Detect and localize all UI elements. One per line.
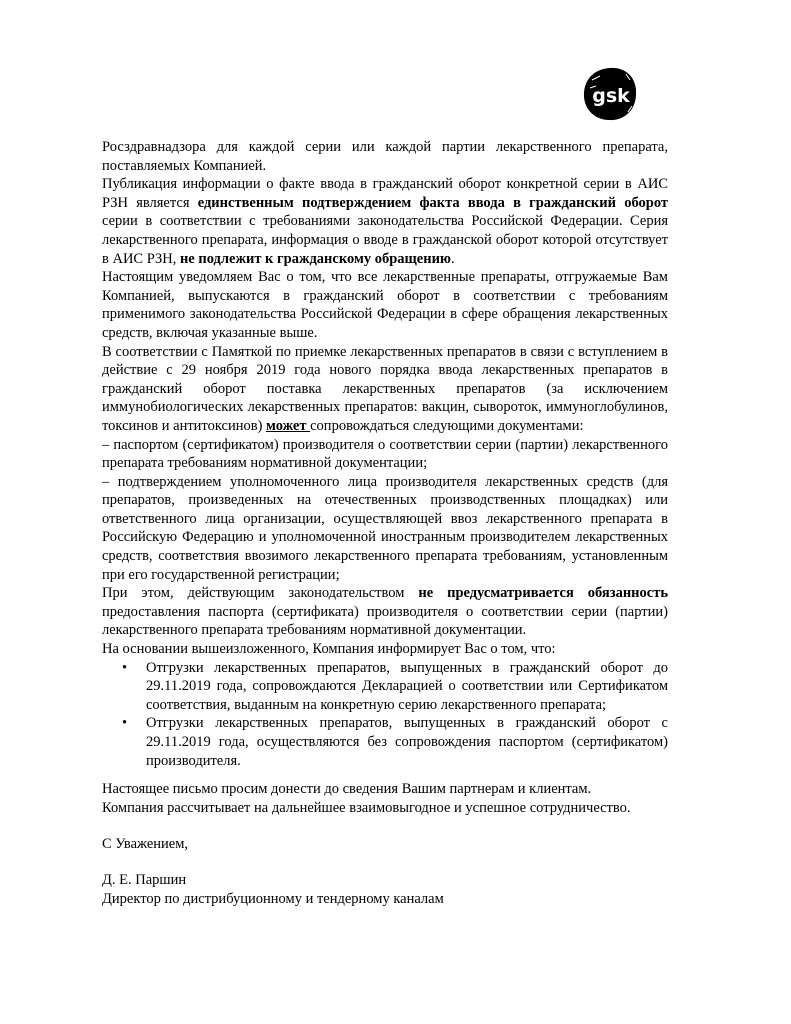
paragraph-8: На основании вышеизложенного, Компания информирует Вас о том, что: (102, 641, 556, 658)
list-item: • Отгрузки лекарственных препаратов, выпущенных в гражданский оборот с 29.11.2019 года, осуществляются без сопровождения паспортом (сертификатом) производителя. (122, 715, 668, 769)
regards-block (102, 835, 682, 854)
paragraph-5: – паспортом (сертификатом) производителя о соответствии серии (партии) лекарственного препарата требованиям нормативной документации; (102, 436, 668, 472)
logo-text: gsk (592, 85, 630, 107)
paragraph-7: При этом, действующим законодательством не предусматривается обязанность предоставления паспорта (сертификата) производителя о соответствии серии (партии) лекарственного препарата требованиям нормативной документации. (102, 585, 669, 639)
paragraph-2: Публикация информации о факте ввода в гражданский оборот конкретной серии в АИС РЗН является единственным подтверждением факта ввода в гражданский оборот серии в соответствии с требованиями законодательства Российской Федерации. Серия лекарственного препарата, информация о вводе в гражданской оборот которой отсутствует в АИС РЗН, не подлежит к гражданскому обращению. (102, 176, 669, 267)
signer-name: Д. Е. Паршин (102, 872, 187, 888)
paragraph-3: Настоящим уведомляем Вас о том, что все лекарственные препараты, отгружаемые Вам Компанией, выпускаются в гражданский оборот в соответствии с требованиям применимого законодательства Российской Федерации в сфере обращения лекарственных средств, включая указанные выше. (102, 269, 668, 341)
closing-line-2: Компания рассчитывает на дальнейшее взаимовыгодное и успешное сотрудничество. (102, 799, 631, 816)
signer-position: Директор по дистрибуционному и тендерному каналам (102, 890, 444, 907)
paragraph-4: В соответствии с Памяткой по приемке лекарственных препаратов в связи с вступлением в действие с 29 ноября 2019 года нового порядка ввода лекарственных препаратов в гражданский оборот поставка лекарственных препаратов (за исключением иммунобиологических лекарственных препаратов: вакцин, сывороток, иммуноглобулинов, токсинов и антитоксинов) может сопровождаться следующими документами: (102, 343, 668, 434)
bullet-list (102, 659, 668, 771)
list-item: • Отгрузки лекарственных препаратов, выпущенных в гражданский оборот до 29.11.2019 года, сопровождаются Декларацией о соответствии или Сертификатом соответствия, выданным на конкретную серию лекарственного препарата; (122, 659, 668, 713)
signature-block (102, 871, 682, 908)
regards: С Уважением, (102, 836, 189, 852)
letter-body (102, 138, 668, 770)
closing-block (102, 780, 682, 817)
paragraph-1: Росздравнадзора для каждой серии или каждой партии лекарственного препарата, поставляемых Компанией. (102, 139, 668, 174)
gsk-logo-icon (582, 66, 638, 122)
closing-line-1: Настоящее письмо просим донести до сведения Вашим партнерам и клиентам. (102, 781, 592, 797)
paragraph-6: – подтверждением уполномоченного лица производителя лекарственных средств (для препаратов, произведенных на отечественных производственных площадках) или ответственного лица организации, осуществляющей ввоз лекарственного препарата в Российскую Федерацию и уполномоченной иностранным производителем лекарственных средств, соответствия ввозимого лекарственного препарата требованиям, установленным при его государственной регистрации; (102, 473, 668, 583)
